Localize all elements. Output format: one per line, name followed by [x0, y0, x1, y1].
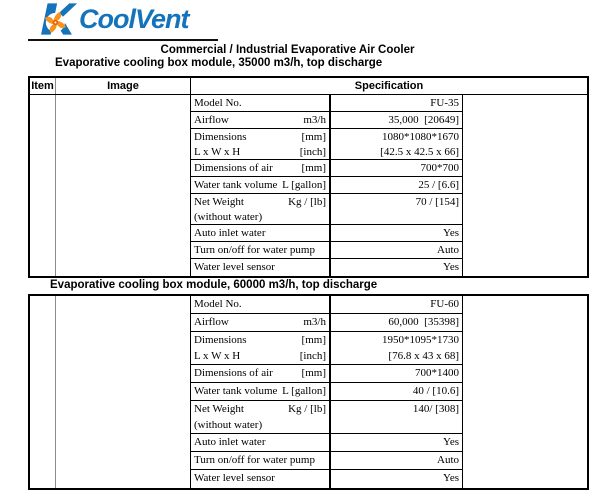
spec-label: Net Weight [194, 403, 244, 415]
spec-value: FU-60 [430, 298, 459, 310]
spec-label-cell [191, 242, 331, 258]
spec-value: Yes [442, 436, 459, 448]
spec-row [191, 129, 462, 160]
spec-unit: m3/h [303, 114, 326, 126]
spec-value-cell [331, 95, 462, 111]
spec-value-cell [331, 242, 462, 258]
page-title: Commercial / Industrial Evaporative Air Cooler [160, 44, 415, 56]
spec-row [191, 95, 462, 112]
table-body [30, 296, 587, 488]
spec-value: 35,000 [20649] [388, 114, 459, 126]
spec-value: 700*1400 [415, 367, 459, 379]
spec-label-cell [191, 95, 331, 111]
spec-row [191, 160, 462, 177]
spec-value-cell [331, 383, 462, 400]
spec-label-cell [191, 129, 331, 159]
spec-label-cell [191, 314, 331, 331]
spec-value: Auto [437, 244, 459, 256]
spec-label-cell [191, 452, 331, 469]
spec-value: 40 / [10.6] [412, 385, 459, 397]
spec-label: Water level sensor [194, 261, 275, 273]
spec-label: Auto inlet water [194, 436, 266, 448]
spec-unit: Kg / [lb] [288, 403, 326, 415]
spec-row [191, 383, 462, 401]
spec-value: FU-35 [430, 97, 459, 109]
spec-row [191, 259, 462, 276]
spec-label: Water tank volume [194, 385, 278, 397]
spec-value: Yes [442, 227, 459, 239]
spec-value: Yes [442, 472, 459, 484]
spec-row [191, 177, 462, 194]
table-header-row [30, 78, 587, 95]
spec-label: Water tank volume [194, 179, 278, 191]
spec-value-cell [331, 129, 462, 159]
spec-label: Net Weight [194, 196, 244, 208]
spec-table-fu60 [28, 294, 589, 490]
spec-value: 70 / [154] [415, 196, 459, 208]
spec-label: Model No. [194, 298, 242, 310]
spec-row [191, 112, 462, 129]
spec-row [191, 401, 462, 434]
spec-label-line2: L x W x H [194, 349, 241, 362]
spec-value: 1080*1080*1670 [382, 131, 459, 143]
spec-value-cell [331, 259, 462, 276]
spec-value-cell [331, 177, 462, 193]
section-title-60000: Evaporative cooling box module, 60000 m3/h, top discharge [50, 279, 378, 291]
spec-unit: [mm] [301, 162, 326, 174]
spec-value-cell [331, 332, 462, 364]
spec-row [191, 194, 462, 225]
spec-rows [191, 296, 463, 488]
spec-label: Dimensions of air [194, 162, 273, 174]
spec-label-cell [191, 296, 331, 313]
spec-row [191, 365, 462, 383]
spec-row [191, 225, 462, 242]
spec-unit: [mm] [301, 367, 326, 379]
spec-label-line2: (without water) [194, 418, 263, 431]
specification-area [191, 296, 587, 488]
spec-value: 60,000 [35398] [388, 316, 459, 328]
spec-value-cell [331, 434, 462, 451]
spec-value: 25 / [6.6] [418, 179, 459, 191]
spec-label: Water level sensor [194, 472, 275, 484]
spec-row [191, 332, 462, 365]
logo-wordmark: CoolVent [79, 3, 189, 34]
spec-unit-line2: [inch] [299, 145, 326, 158]
section-title-35000: Evaporative cooling box module, 35000 m3/h, top discharge [55, 57, 383, 69]
spec-row [191, 470, 462, 488]
spec-row [191, 296, 462, 314]
header-cell-item: Item [30, 78, 56, 94]
spec-unit: L [gallon] [282, 179, 326, 191]
coolvent-logo [38, 2, 189, 36]
spec-label-cell [191, 194, 331, 224]
spec-value: Yes [442, 261, 459, 273]
spec-label: Turn on/off for water pump [194, 244, 315, 256]
empty-column [463, 296, 587, 488]
spec-label-cell [191, 332, 331, 364]
spec-value-cell [331, 225, 462, 241]
spec-value-cell [331, 160, 462, 176]
spec-unit: L [gallon] [282, 385, 326, 397]
spec-label-cell [191, 177, 331, 193]
logo-underline [28, 39, 218, 41]
spec-value-cell [331, 112, 462, 128]
spec-value: 700*700 [420, 162, 459, 174]
spec-label: Dimensions [194, 131, 247, 143]
specification-area [191, 95, 587, 276]
spec-label: Airflow [194, 114, 229, 126]
spec-label-cell [191, 160, 331, 176]
table-body [30, 95, 587, 276]
spec-value: Auto [437, 454, 459, 466]
spec-label-line2: L x W x H [194, 145, 241, 158]
header-cell-image: Image [56, 78, 191, 94]
spec-value-cell [331, 452, 462, 469]
spec-row [191, 314, 462, 332]
spec-value-cell [331, 296, 462, 313]
spec-label: Dimensions of air [194, 367, 273, 379]
spec-label: Dimensions [194, 334, 247, 346]
image-cell [56, 296, 191, 488]
spec-value-line2: [42.5 x 42.5 x 66] [380, 145, 459, 158]
spec-label: Auto inlet water [194, 227, 266, 239]
spec-label-line2: (without water) [194, 210, 263, 223]
spec-label: Airflow [194, 316, 229, 328]
spec-label-cell [191, 112, 331, 128]
spec-value-cell [331, 194, 462, 224]
spec-value: 1950*1095*1730 [382, 334, 459, 346]
spec-label: Turn on/off for water pump [194, 454, 315, 466]
spec-value-cell [331, 401, 462, 433]
fan-k-logo-icon [38, 2, 78, 36]
spec-label-cell [191, 434, 331, 451]
spec-row [191, 452, 462, 470]
spec-row [191, 434, 462, 452]
spec-value: 140/ [308] [412, 403, 459, 415]
spec-value-cell [331, 365, 462, 382]
spec-label-cell [191, 259, 331, 276]
image-cell [56, 95, 191, 276]
item-cell [30, 296, 56, 488]
spec-label-cell [191, 401, 331, 433]
spec-value-cell [331, 314, 462, 331]
spec-unit: [mm] [301, 131, 326, 143]
spec-value-line2: [76.8 x 43 x 68] [388, 349, 459, 362]
spec-rows [191, 95, 463, 276]
header-cell-specification: Specification [354, 80, 424, 92]
spec-unit: Kg / [lb] [288, 196, 326, 208]
spec-table-fu35 [28, 76, 589, 278]
item-cell [30, 95, 56, 276]
spec-label-cell [191, 470, 331, 488]
spec-label: Model No. [194, 97, 242, 109]
spec-unit: [mm] [301, 334, 326, 346]
spec-label-cell [191, 383, 331, 400]
spec-label-cell [191, 365, 331, 382]
spec-value-cell [331, 470, 462, 488]
spec-unit-line2: [inch] [299, 349, 326, 362]
spec-unit: m3/h [303, 316, 326, 328]
spec-row [191, 242, 462, 259]
spec-label-cell [191, 225, 331, 241]
empty-column [463, 95, 587, 276]
